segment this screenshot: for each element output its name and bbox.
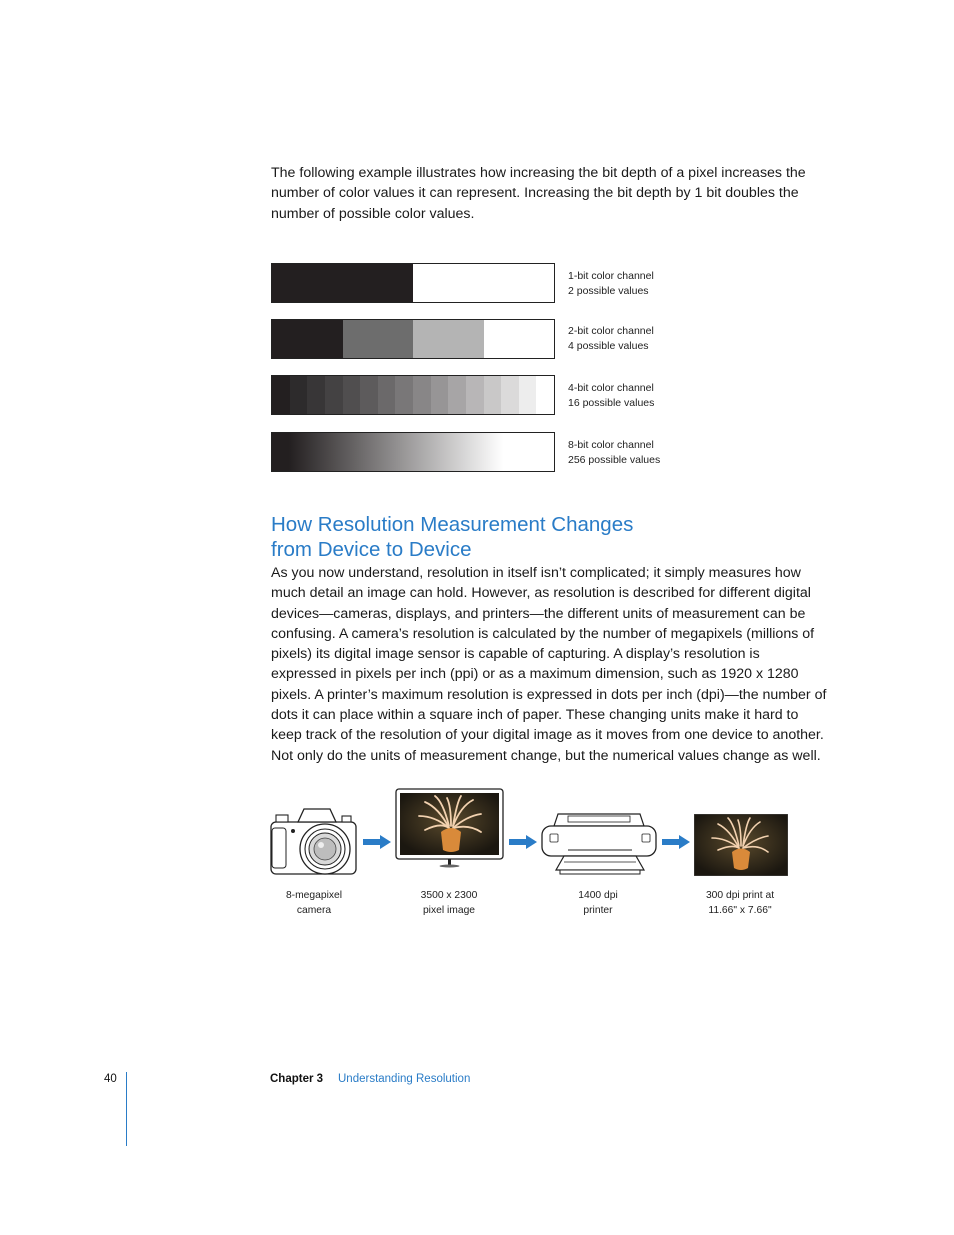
section-heading (271, 512, 771, 562)
color-swatch (272, 376, 290, 414)
bit-depth-bar-4bit (271, 375, 555, 415)
caption-monitor (400, 888, 498, 918)
color-swatch (307, 376, 325, 414)
heading-line-1: How Resolution Measurement Changes (271, 513, 634, 536)
bar-label-values: 2 possible values (568, 285, 649, 297)
arrow-right-icon (362, 834, 392, 850)
caption-line-1: 1400 dpi (578, 890, 618, 901)
color-swatch (360, 376, 378, 414)
color-swatch (413, 376, 431, 414)
resolution-paragraph: As you now understand, resolution in itself isn’t complicated; it simply measures how much detail an image can hold. However, as resolution is described for different digital devices—cameras, displays, and printers—the different units of measurement can be confusing. A camera’s resolution is calculated by the number of megapixels (millions of pixels) its digital image sensor is capable of capturing. A display’s resolution is expressed in pixels per inch (ppi) or as a maximum dimension, such as 1920 x 1280 pixels. A printer’s maximum resolution is expressed in dots per inch (dpi)—the number of dots it can place within a square inch of paper. These changing units make it hard to keep track of the resolution of your digital image as it moves from one device to another. Not only do the units of measurement change, but the numerical values change as well. (271, 565, 827, 764)
bar-label-1bit (568, 269, 654, 299)
caption-print (686, 888, 794, 918)
caption-line-2: pixel image (422, 905, 476, 916)
color-swatch (519, 376, 537, 414)
caption-line-1: 8-megapixel (285, 890, 343, 901)
color-swatch (325, 376, 343, 414)
color-swatch (395, 376, 413, 414)
camera-icon (268, 806, 360, 878)
chapter-label: Chapter 3 (270, 1073, 324, 1085)
color-swatch (466, 376, 484, 414)
bit-depth-bar-8bit-gradient (271, 432, 555, 472)
bar-label-values: 256 possible values (568, 454, 661, 466)
bit-depth-bar-1bit (271, 263, 555, 303)
color-swatch (484, 376, 502, 414)
caption-line-2: camera (296, 905, 332, 916)
bar-label-values: 4 possible values (568, 340, 649, 352)
bar-label-values: 16 possible values (568, 397, 655, 409)
color-swatch (413, 320, 484, 358)
arrow-right-icon (661, 834, 691, 850)
color-swatch (484, 320, 555, 358)
photo-print-icon (694, 814, 788, 876)
caption-line-1: 300 dpi print at (705, 890, 775, 901)
color-swatch (272, 264, 413, 302)
bit-depth-bar-2bit (271, 319, 555, 359)
color-swatch (501, 376, 519, 414)
bar-label-4bit (568, 381, 654, 411)
bar-label-2bit (568, 324, 654, 354)
color-swatch (290, 376, 308, 414)
page-number: 40 (104, 1073, 117, 1085)
bar-label-title: 4-bit color channel (568, 382, 654, 394)
intro-paragraph: The following example illustrates how increasing the bit depth of a pixel increases the number of color values it can represent. Increasing the bit depth by 1 bit doubles the number of possible color values. (271, 165, 806, 222)
caption-camera (266, 888, 362, 918)
heading-line-2: from Device to Device (271, 538, 472, 561)
color-swatch (343, 320, 414, 358)
color-swatch (378, 376, 396, 414)
printer-icon (540, 810, 660, 880)
color-swatch (413, 264, 554, 302)
color-swatch (343, 376, 361, 414)
caption-line-2: 11.66" x 7.66" (708, 905, 772, 916)
color-swatch (272, 320, 343, 358)
bar-label-8bit (568, 438, 660, 468)
footer-rule (126, 1072, 127, 1146)
color-swatch (536, 376, 554, 414)
arrow-right-icon (508, 834, 538, 850)
bar-label-title: 1-bit color channel (568, 270, 654, 282)
monitor-icon (395, 788, 505, 868)
chapter-title-link[interactable]: Understanding Resolution (338, 1073, 471, 1085)
bar-label-title: 8-bit color channel (568, 439, 654, 451)
bar-label-title: 2-bit color channel (568, 325, 654, 337)
caption-printer (550, 888, 646, 918)
color-swatch (448, 376, 466, 414)
caption-line-1: 3500 x 2300 (420, 890, 478, 901)
color-swatch (431, 376, 449, 414)
caption-line-2: printer (583, 905, 613, 916)
